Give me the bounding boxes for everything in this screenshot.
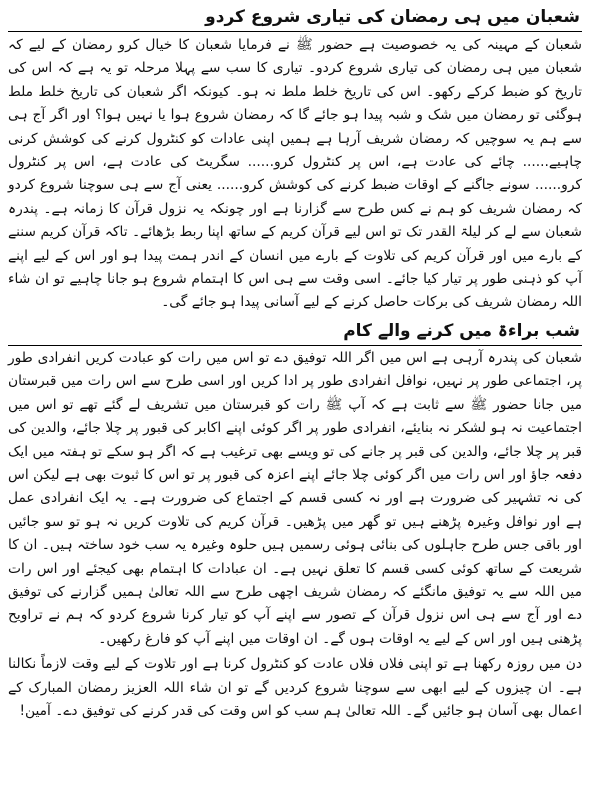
paragraph-intro: شعبان کے مہینہ کی یہ خصوصیت ہے حضور ﷺ نے فرمایا شعبان کا خیال کرو رمضان کے لیے کہ شعبان میں ہی رمضان کی تیاری شروع کردو۔ تیاری کا سب سے پہلا مرحلہ تو یہ ہے کہ اس کی تاریخ کو ضبط کرکے رکھو۔ اس کی تاریخ خلط ملط نہ ہو۔ کیونکہ اگر شعبان کی تاریخ خلط ملط ہوگئی تو رمضان میں شک و شبہ پیدا ہو جائے گا کہ رمضان شروع ہوا یا نہیں ہوا؟ اور اگر آج ہی سے ہم یہ سوچیں کہ رمضان شریف آرہا ہے ہمیں اپنی عادات کو کنٹرول کرنے کی کوشش کرنی چاہیے...... چائے کی عادت ہے، اس پر کنٹرول کرو...... سگریٹ کی عادت ہے، اس پر کنٹرول کرو...... سونے جاگنے کے اوقات ضبط کرنے کی کوشش کرو...... یعنی آج سے ہی سوچنا شروع کردو کہ رمضان شریف کو ہم نے کس طرح سے گزارنا ہے اور چونکہ یہ نزول قرآن کا زمانہ ہے۔ پندرہ شعبان سے لے کر لیلۃ القدر تک تو اس لیے قرآن کریم کے ساتھ اپنا ربط بڑھائے۔ تاکہ قرآن کریم سننے کے بارے میں اور قرآن کریم کی تلاوت کے بارے میں انسان کے اندر ہمت پیدا ہو اور اس کے لیے اپنے آپ کو ذہنی طور پر تیار کیا جائے۔ اسی وقت سے ہی اس کا اہتمام شروع ہو جانا چاہیے تو ان شاء اللہ رمضان شریف کی برکات حاصل کرنے کے لیے آسانی پیدا ہو جائے گی۔ [8, 37, 582, 311]
paragraph-closing: دن میں روزہ رکھنا ہے تو اپنی فلاں فلاں عادت کو کنٹرول کرنا ہے اور تلاوت کے لیے وقت لازماً نکالنا ہے۔ ان چیزوں کے لیے ابھی سے سوچنا شروع کردیں گے تو ان شاء اللہ العزیز رمضان المبارک کے اعمال بھی آسان ہو جائیں گے۔ اللہ تعالیٰ ہم سب کو اس وقت کی قدر کرنے کی توفیق دے۔ آمین! [8, 656, 582, 719]
article-title: شعبان میں ہی رمضان کی تیاری شروع کردو [8, 4, 582, 32]
section-heading: شب براءۃ میں کرنے والے کام [8, 318, 582, 346]
paragraph-shab-e-barat: شعبان کی پندرہ آرہی ہے اس میں اگر اللہ توفیق دے تو اس میں رات کو عبادت کریں انفرادی طور پر، اجتماعی طور پر نہیں، نوافل انفرادی طور پر ادا کریں اور اسی طرح سے اس رات میں قبرستان میں جانا حضور ﷺ سے ثابت ہے کہ آپ ﷺ رات کو قبرستان میں تشریف لے گئے تھے تو اس میں اجتماعیت نہ ہو لشکر نہ بنایئے، انفرادی طور پر اگر کوئی اپنے اکابر کی قبور پر چلا جائے، والدین کی قبر پر چلا جائے، والدین کی قبر پر جانے کی تو ویسے بھی ترغیب ہے کہ اگر ہو سکے تو ہفتہ میں ایک دفعہ جاؤ اور اس رات میں اگر کوئی چلا جائے اپنے اعزہ کی قبور پر تو اس کا ثبوت بھی ہے لیکن اس کی نہ تشہیر کی ضرورت ہے اور نہ کسی قسم کے اجتماع کی ضرورت ہے۔ یہ ایک انفرادی عمل ہے اور نوافل وغیرہ پڑھنے ہیں تو گھر میں پڑھیں۔ قرآن کریم کی تلاوت کریں نہ ہو تو سو جائیں اور باقی جس طرح جاہلوں کی بنائی ہوئی رسمیں ہیں حلوہ وغیرہ یہ سب خود ساختہ ہیں۔ ان کا شریعت کے ساتھ کوئی کسی قسم کا تعلق نہیں ہے۔ ان عبادات کا اہتمام بھی کیجئے اور اس رات میں اللہ سے یہ توفیق مانگئے کہ رمضان شریف اچھی طرح سے اللہ تعالیٰ ہمیں گزارنے کی توفیق دے اور آج سے ہی اس نزول قرآن کے تصور سے اپنے آپ کو تیار کرنا شروع کردو کہ ہم نے تراویح پڑھنی ہیں اور اس کے لیے یہ اوقات ہوں گے۔ ان اوقات میں اپنے آپ کو فارغ رکھیں۔ [8, 349, 582, 647]
